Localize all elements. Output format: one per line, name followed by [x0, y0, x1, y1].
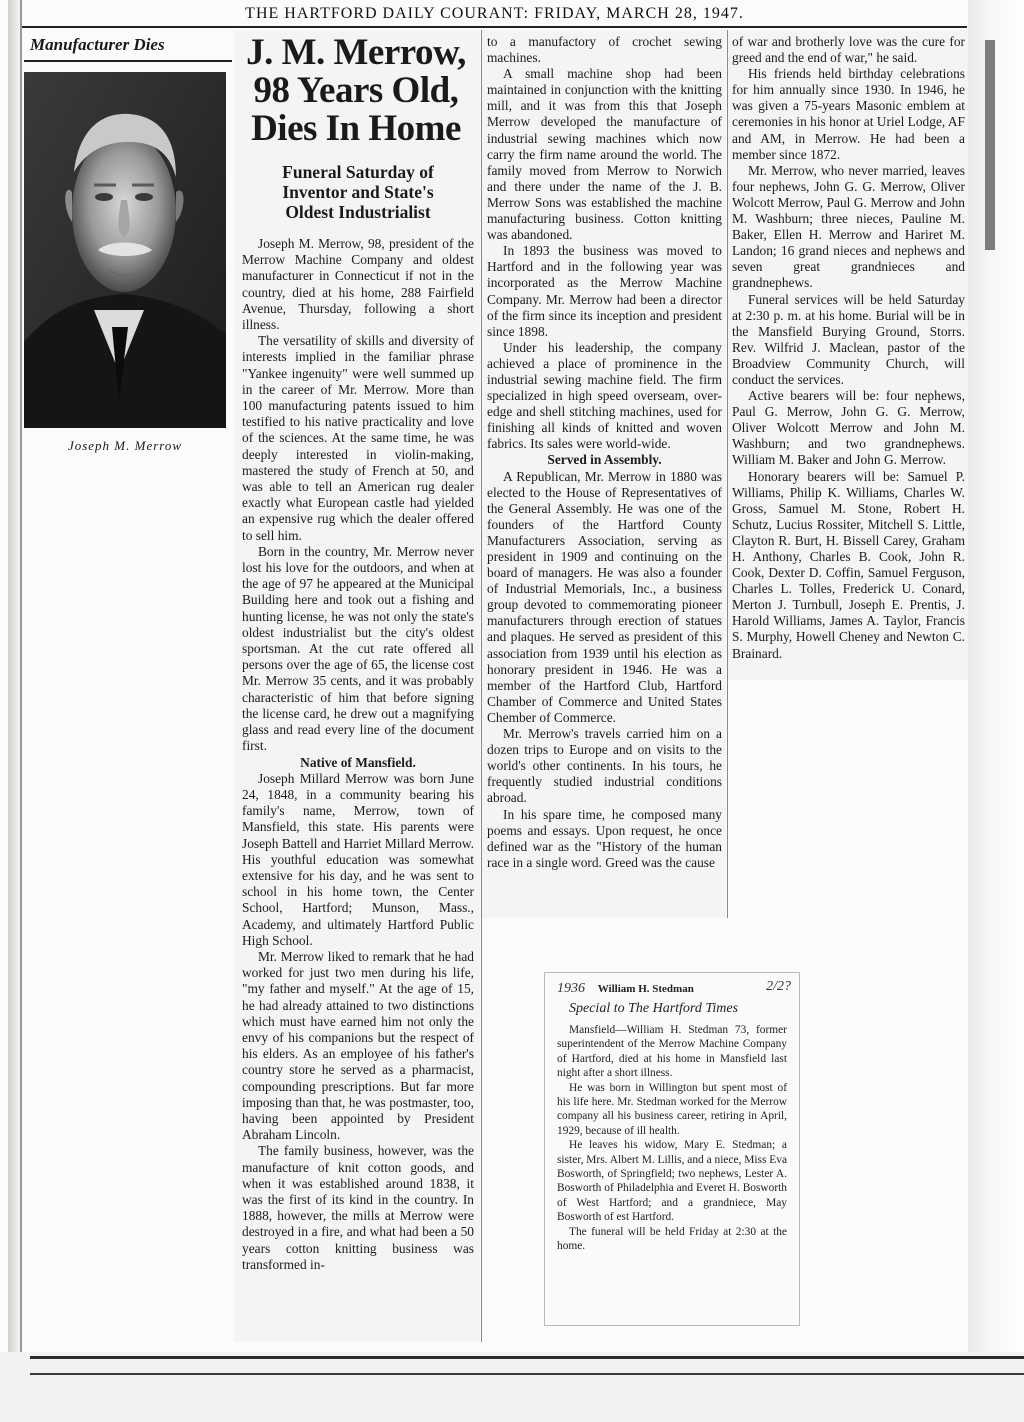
page-left-rule: [20, 0, 22, 1360]
clipping-title: William H. Stedman: [597, 983, 694, 995]
masthead-rule: [22, 26, 967, 28]
paragraph: The versatility of skills and diversity of interests implied in the familiar phrase "Yankee ingenuity" were well summed up in the career of Mr. Merrow. More than 100 manufacturing patents issued to him testified to his native practicality and love of the sciences. At the same time, he was deeply interested in violin-making, mastered the study of French at 50, and was able to tell an American rug dealer exactly what European castle had yielded an expensive rug which the dealer offered to sell him.: [242, 333, 474, 543]
clipping-paragraph: Mansfield—William H. Stedman 73, former superintendent of the Merrow Machine Company of Hartford, died at his home in Mansfield last night after a short illness.: [557, 1024, 787, 1080]
column-rule-2: [727, 30, 728, 918]
paragraph: Joseph M. Merrow, 98, president of the Merrow Machine Company and oldest manufacturer in Connecticut if not in the country, died at his home, 288 Fairfield Avenue, Thursday, following a short illness.: [242, 236, 474, 333]
paragraph: Under his leadership, the company achieved a place of prominence in the industrial sewing machine field. The firm specialized in high speed overseam, over-edge and shell stitching machines, used for finishing all kinds of knitted and woven fabrics. Its sales were world-wide.: [487, 339, 722, 452]
clipping-title-row: [557, 979, 791, 999]
deck-line-3: Oldest Industrialist: [285, 202, 431, 222]
portrait-photo: [24, 72, 226, 428]
portrait-image: [24, 72, 226, 428]
paragraph: Mr. Merrow liked to remark that he had worked for just two men during his life, "my father and myself." At the age of 15, he had already attained to two distinctions which must have earned him not only the envy of his companions but the respect of his elders. As an employee of his father's country store he served as a pharmacist, compounding prescriptions. But far more imposing than that, he was postmaster, too, having been appointed by President Abraham Lincoln.: [242, 948, 474, 1143]
paragraph: Active bearers will be: four nephews, Paul G. Merrow, John G. G. Merrow, Oliver Wolcott Merrow and John M. Washburn; and two grandnephews. William M. Baker and John G. Merrow.: [732, 388, 965, 468]
paragraph: A Republican, Mr. Merrow in 1880 was elected to the House of Representatives of the General Assembly. He was one of the founders of the Hartford County Manufacturers Association, serving as president in 1909 and continuing on the board of managers. He was also a founder of Industrial Memorials, Inc., a business group devoted to commemorating pioneer manufacturers through erection of statues and plaques. He served as president of this association from 1939 until his election as honorary president in 1946. He was a member of the Hartford Club, Hartford Chamber of Commerce and United States Chember of Commerce.: [487, 468, 722, 725]
bottom-rule-secondary: [30, 1373, 1024, 1375]
page-bottom-band: [0, 1352, 1024, 1422]
paragraph: Mr. Merrow, who never married, leaves four nephews, John G. G. Merrow, Oliver Wolcott Merrow, Paul G. Merrow and John M. Washburn; three nieces, Pauline M. Baker, Ellen H. Merrow and Hariret M. Landon; 16 grand nieces and nephews and seven great grandnieces and grandnephews.: [732, 162, 965, 291]
article-column-2: [487, 34, 722, 916]
paragraph: A small machine shop had been maintained in conjunction with the knitting mill, and it was from this that Joseph Merrow developed the manufacture of industrial sewing machines which now carry the firm name around the world. The family moved from Merrow to Norwich and there under the name of the J. B. Merrow Sons was established the machine manufacturing business. Cotton knitting was abandoned.: [487, 66, 722, 243]
masthead: THE HARTFORD DAILY COURANT: FRIDAY, MARCH 28, 1947.: [245, 5, 744, 22]
handwritten-year: 1936: [557, 981, 585, 996]
paragraph: to a manufactory of crochet sewing machines.: [487, 34, 722, 66]
subheading: Served in Assembly.: [547, 452, 662, 468]
paragraph: In his spare time, he composed many poems and essays. Upon request, he once defined war as the "History of the human race in a single word. Greed was the cause: [487, 806, 722, 870]
paragraph: Funeral services will be held Saturday at 2:30 p. m. at his home. Burial will be in the Mansfield Burying Ground, Storrs. Rev. Wilfrid J. Maclean, pastor of the Broadview Community Church, will conduct the services.: [732, 291, 965, 387]
clipping-body: [557, 979, 791, 1254]
stedman-clipping: [544, 972, 800, 1326]
paragraph: Born in the country, Mr. Merrow never lost his love for the outdoors, and when at the age of 97 he appeared at the Municipal Building here and took out a fishing and hunting license, he was not only the state's oldest industrialist but the city's oldest sportsman. At the cut rate offered all persons over the age of 65, the license cost Mr. Merrow 35 cents, and it was probably characteristic of him that before signing the license card, he drew out a magnifying glass and read every line of the document first.: [242, 543, 474, 754]
page-left-edge: [8, 0, 20, 1380]
paragraph: In 1893 the business was moved to Hartford and in the following year was incorporated as the Merrow Machine Company. Mr. Merrow had been a director of the firm since its inception and president since 1898.: [487, 243, 722, 339]
paragraph: Joseph Millard Merrow was born June 24, 1848, in a community bearing his family's name, Merrow, town of Mansfield, this state. His parents were Joseph Battell and Harriet Millard Merrow. His youthful education was somewhat extensive for his day, and he was sent to school in his home town, the Center School, Hartford; Munson, Mass., Academy, and ultimately Hartford Public High School.: [242, 770, 474, 948]
deck-line-1: Funeral Saturday of: [282, 162, 434, 182]
clipping-subhead: Special to The Hartford Times: [569, 1001, 739, 1016]
bottom-rule: [30, 1356, 1024, 1359]
headline-line-2: 98 Years Old,: [253, 70, 459, 111]
sidebar-heading: Manufacturer Dies: [24, 32, 232, 62]
paragraph: The family business, however, was the manufacture of knit cotton goods, and when it was established around 1838, it was the first of its kind in the country. In 1888, however, the mills at Merrow were destroyed in a fire, and what had been a 50 years cotton knitting business was transformed in-: [242, 1143, 474, 1272]
article-column-1: [242, 236, 474, 1340]
clipping-paragraph: The funeral will be held Friday at 2:30 at the home.: [557, 1225, 787, 1253]
paragraph: of war and brotherly love was the cure for greed and the end of war," he said.: [732, 34, 965, 66]
page-edge-bar: [985, 40, 995, 250]
paragraph: Honorary bearers will be: Samuel P. Williams, Philip K. Williams, Charles W. Gross, Samuel M. Stone, Robert H. Schutz, Lucius Rossiter, Mitchell S. Little, Clayton R. Burt, H. Bissell Carey, Graham H. Anthony, Charles B. Cook, John R. Cook, Dexter D. Coffin, Samuel Ferguson, Charles L. Tolles, Frederick U. Conard, Merton J. Turnbull, Joseph E. Prentis, J. Harold Williams, James A. Taylor, Francis S. Murphy, Howell Cheney and Newton C. Brainard.: [732, 468, 965, 661]
clipping-paragraph: He leaves his widow, Mary E. Stedman; a sister, Mrs. Albert M. Lillis, and a niece, Miss Eva Bosworth, of Springfield; two nephews, Lester A. Bosworth of Philadelphia and Everet H. Bosworth of West Hartford; and a grandniece, May Bosworth of est Hartford.: [557, 1139, 787, 1224]
article-headline: [236, 34, 476, 148]
paragraph: His friends held birthday celebrations for him annually since 1930. In 1946, he was given a 75-years Masonic emblem at ceremonies in his honor at Uriel Lodge, AF and AM, in Merrow. He had been a member since 1872.: [732, 66, 965, 162]
subheading: Native of Mansfield.: [300, 754, 416, 770]
column-rule-1: [481, 30, 482, 1342]
paragraph: Mr. Merrow's travels carried him on a dozen trips to Europe and on visits to the world's other continents. In his tours, he frequently studied industrial conditions abroad.: [487, 726, 722, 806]
photo-caption: Joseph M. Merrow: [67, 438, 183, 453]
deck-line-2: Inventor and State's: [282, 182, 434, 202]
headline-line-3: Dies In Home: [251, 108, 461, 149]
article-column-3: [732, 34, 965, 676]
binding-shadow: [968, 0, 1024, 1380]
handwritten-date: 2/2?: [766, 979, 791, 994]
headline-line-1: J. M. Merrow,: [246, 32, 466, 73]
article-deck: [240, 162, 476, 228]
clipping-paragraph: He was born in Willington but spent most of his life here. Mr. Stedman worked for the Merrow company all his business career, retiring in April, 1929, because of ill health.: [557, 1081, 787, 1137]
